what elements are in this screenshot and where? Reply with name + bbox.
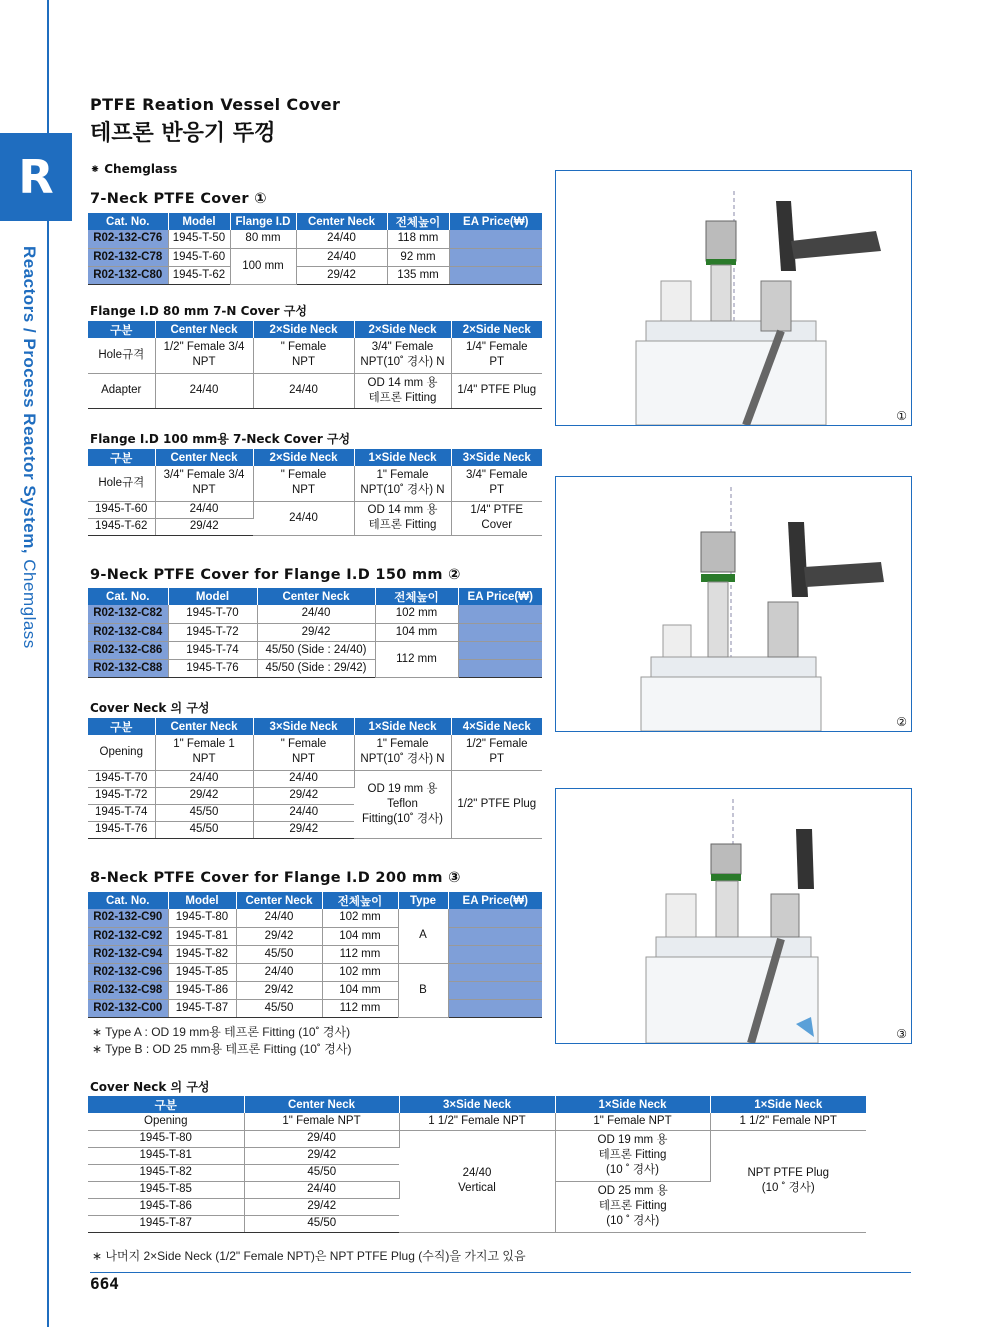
title-ko: 테프론 반응기 뚜껑 bbox=[90, 121, 276, 146]
reactor-cover-illustration bbox=[556, 171, 911, 425]
sec6-table: Cat. No. Model Center Neck 전체높이 Type EA Price(₩) R02-132-C90 1945-T-80 24/40 102 mm A R02-132-C92 1945-T-81 29/42 104 mm R02-132-C94 1945-T-82 45/50 112 mm R02-132-C96 1945-T-85 24/40 102 mm B R02-132-C98 1945-T-86 29/42 104 mm R02-132-C00 1945-T-87 45/50 112 mm bbox=[88, 892, 542, 1018]
side-title: Reactors / Process Reactor System, Chemglass bbox=[20, 246, 39, 649]
reactor-cover-illustration bbox=[556, 477, 911, 731]
note-plug: ∗ 나머지 2×Side Neck (1/2" Female NPT)은 NPT PTFE Plug (수직)을 가지고 있음 bbox=[92, 1249, 526, 1263]
sec6-title: 8-Neck PTFE Cover for Flange I.D 200 mm ③ bbox=[90, 870, 461, 886]
sec3-table: 구분 Center Neck 2×Side Neck 1×Side Neck 3×Side Neck Hole규격 3/4" Female 3/4 NPT " Female NPT 1" Female NPT(10˚ 경사) N 3/4" Female PT 1945-T-60 24/40 24/40 OD 14 mm 용 테프론 Fitting 1/4" PTFE Cover 1945-T-62 29/42 bbox=[88, 449, 542, 536]
title-en: PTFE Reation Vessel Cover bbox=[90, 95, 341, 114]
sec7-title: Cover Neck 의 구성 bbox=[90, 1080, 210, 1094]
brand: ⁕ Chemglass bbox=[90, 162, 178, 176]
section-tab: R bbox=[0, 133, 72, 221]
sec7-table: 구분 Center Neck 3×Side Neck 1×Side Neck 1×Side Neck Opening 1" Female NPT 1 1/2" Female NPT 1" Female NPT 1 1/2" Female NPT 1945-T-80 29/40 24/40 Vertical OD 19 mm 용 테프론 Fitting (10 ˚ 경사) NPT PTFE Plug (10 ˚ 경사) 1945-T-81 29/42 1945-T-82 45/50 1945-T-85 24/40 OD 25 mm 용 테프론 Fitting (10 ˚ 경사) 1945-T-86 29/42 1945-T-87 45/50 bbox=[88, 1096, 866, 1233]
note-type-a: ∗ Type A : OD 19 mm용 테프론 Fitting (10˚ 경사) bbox=[92, 1025, 351, 1039]
footer-rule bbox=[90, 1272, 911, 1273]
sec5-title: Cover Neck 의 구성 bbox=[90, 701, 210, 715]
product-image-2: ② bbox=[555, 476, 912, 732]
sec4-title: 9-Neck PTFE Cover for Flange I.D 150 mm ② bbox=[90, 567, 461, 583]
sec4-table: Cat. No. Model Center Neck 전체높이 EA Price(₩) R02-132-C82 1945-T-70 24/40 102 mm R02-132-C84 1945-T-72 29/42 104 mm R02-132-C86 1945-T-74 45/50 (Side : 24/40) 112 mm R02-132-C88 1945-T-76 45/50 (Side : 29/42) bbox=[88, 588, 542, 678]
sec3-title: Flange I.D 100 mm용 7-Neck Cover 구성 bbox=[90, 432, 351, 446]
product-image-1: ① bbox=[555, 170, 912, 426]
sec1-table: Cat. No. Model Flange I.D Center Neck 전체높이 EA Price(₩) R02-132-C76 1945-T-50 80 mm 24/40 118 mm R02-132-C78 1945-T-60 100 mm 24/40 92 mm R02-132-C80 1945-T-62 29/42 135 mm bbox=[88, 213, 542, 285]
note-type-b: ∗ Type B : OD 25 mm용 테프론 Fitting (10˚ 경사) bbox=[92, 1042, 352, 1056]
sec2-title: Flange I.D 80 mm 7-N Cover 구성 bbox=[90, 304, 307, 318]
sec5-table: 구분 Center Neck 3×Side Neck 1×Side Neck 4×Side Neck Opening 1" Female 1 NPT " Female NPT 1" Female NPT(10˚ 경사) N 1/2" Female PT 1945-T-70 24/40 24/40 OD 19 mm 용 Teflon Fitting(10˚ 경사) 1/2" PTFE Plug 1945-T-72 29/42 29/42 1945-T-74 45/50 24/40 1945-T-76 45/50 29/42 bbox=[88, 718, 542, 839]
sec2-table: 구분 Center Neck 2×Side Neck 2×Side Neck 2×Side Neck Hole규격 1/2" Female 3/4 NPT " Female NPT 3/4" Female NPT(10˚ 경사) N 1/4" Female PT Adapter 24/40 24/40 OD 14 mm 용 테프론 Fitting 1/4" PTFE Plug bbox=[88, 321, 542, 409]
page-number: 664 bbox=[90, 1274, 119, 1293]
product-image-3: ③ bbox=[555, 788, 912, 1044]
reactor-cover-illustration bbox=[556, 789, 911, 1043]
sec1-title: 7-Neck PTFE Cover ① bbox=[90, 191, 267, 207]
